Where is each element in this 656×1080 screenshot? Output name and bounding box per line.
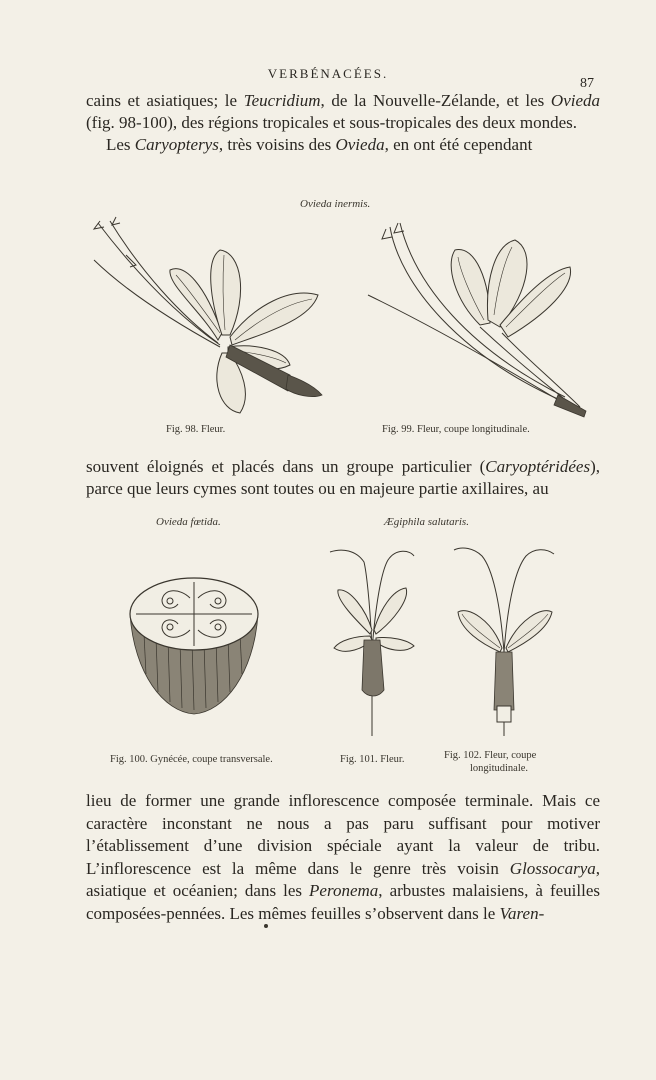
fig-101-caption: Fig. 101. Fleur. <box>340 754 405 765</box>
fig-102-caption-line-2: longitudinale. <box>470 763 529 774</box>
fig-100-caption: Fig. 100. Gynécée, coupe transversale. <box>110 754 273 765</box>
page-number: 87 <box>580 76 594 91</box>
figure-title-ovieda-inermis: Ovieda inermis. <box>300 198 371 210</box>
running-title: VERBÉNACÉES. <box>267 66 389 81</box>
paragraph-3: lieu de former une grande inflorescence composée terminale. Mais ce caractère inconstant ne nous a pas paru suffisant pour motiver l’établissement d’une division spéciale ayant la valeur de tribu. L’inflorescence est la même dans le genre très voisin Glossocarya, asiatique et océanien; dans les Peronema, arbustes malaisiens, à feuilles composées-pennées. Les mêmes feuilles s’observent dans le Varen- <box>86 791 600 923</box>
fig-102-flower-section-illustration <box>452 540 556 740</box>
fig-99-caption: Fig. 99. Fleur, coupe longitudinale. <box>382 424 530 435</box>
figure-title-aegiphila-salutaris: Ægiphila salutaris. <box>384 516 469 528</box>
paragraph-2: souvent éloignés et placés dans un groupe particulier (Caryoptéridées), parce que leurs cymes sont toutes ou en majeure partie axillaires, au <box>86 457 600 498</box>
paragraph-1: cains et asiatiques; le Teucridium, de la Nouvelle-Zélande, et les Ovieda (fig. 98-100), des régions tropicales et sous-tropicales des deux mondes. Les Caryopterys, très voisins des Ovieda, en ont été cependant <box>86 91 601 154</box>
fig-102-caption-line-1: Fig. 102. Fleur, coupe <box>444 750 537 761</box>
fig-99-flower-section-illustration <box>360 215 600 425</box>
fig-98-flower-illustration <box>90 215 330 420</box>
printer-mark <box>264 924 268 928</box>
figure-title-ovieda-foetida: Ovieda fœtida. <box>156 516 221 528</box>
fig-100-gynoecium-illustration <box>124 574 264 724</box>
fig-98-caption: Fig. 98. Fleur. <box>166 424 226 435</box>
fig-101-flower-illustration <box>326 540 418 740</box>
